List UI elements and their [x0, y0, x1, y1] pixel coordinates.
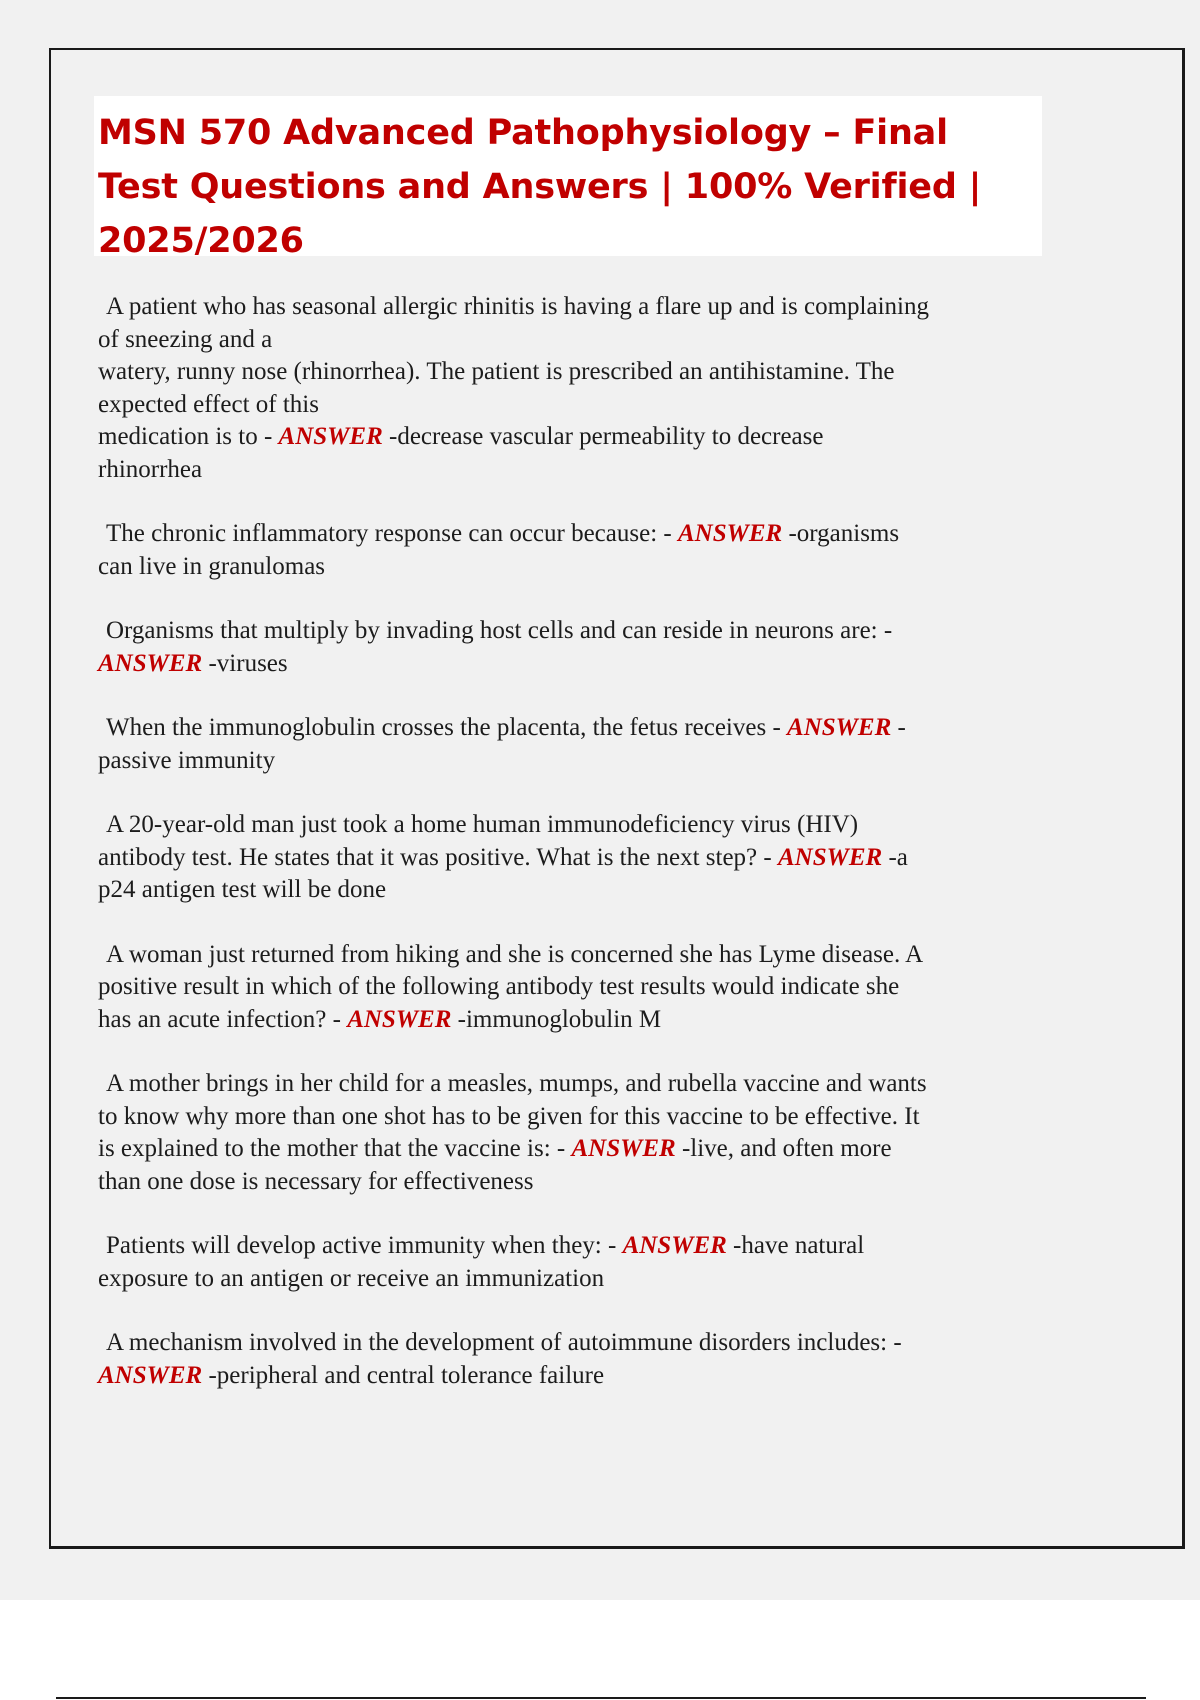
- qa-item: [96, 1230, 1046, 1295]
- title-box: [94, 96, 1042, 261]
- qa-item: [96, 712, 1046, 777]
- question-line: A mother brings in her child for a measles, mumps, and rubella vaccine and wants: [106, 1070, 927, 1097]
- qa-list: [96, 291, 1046, 1424]
- answer-text: -: [897, 714, 906, 741]
- qa-item: [96, 1068, 1046, 1198]
- qa-item: [96, 1327, 1046, 1392]
- answer-marker: ANSWER: [571, 1135, 676, 1162]
- question-line: watery, runny nose (rhinorrhea). The patient is prescribed an antihistamine. The: [98, 358, 895, 385]
- answer-marker: ANSWER: [622, 1232, 727, 1259]
- answer-text: -peripheral and central tolerance failure: [208, 1361, 605, 1389]
- question-line: Organisms that multiply by invading host cells and can reside in neurons are: -: [106, 617, 893, 644]
- answer-marker: ANSWER: [777, 843, 883, 871]
- answer-text: -decrease vascular permeability to decrease: [389, 423, 824, 450]
- answer-text: than one dose is necessary for effectiveness: [98, 1167, 534, 1195]
- question-line: A 20-year-old man just took a home human immunodeficiency virus (HIV): [106, 811, 859, 838]
- question-line: A woman just returned from hiking and she is concerned she has Lyme disease. A: [106, 940, 924, 968]
- question-line: positive result in which of the following antibody test results would indicate she: [98, 973, 900, 1000]
- document-title: MSN 570 Advanced Pathophysiology – Final Test Questions and Answers | 100% Verified | 2025/2026: [98, 113, 982, 261]
- qa-item: [96, 939, 1046, 1037]
- answer-text: -a: [888, 843, 908, 871]
- answer-marker: ANSWER: [98, 649, 203, 677]
- answer-text: -viruses: [208, 649, 288, 677]
- answer-marker: ANSWER: [347, 1005, 452, 1033]
- answer-marker: ANSWER: [677, 520, 783, 547]
- question-line: When the immunoglobulin crosses the placenta, the fetus receives -: [106, 714, 781, 741]
- answer-text: -live, and often more: [681, 1135, 892, 1162]
- question-line: is explained to the mother that the vaccine is: -: [98, 1135, 566, 1162]
- question-line: to know why more than one shot has to be given for this vaccine to be effective. It: [98, 1102, 920, 1130]
- answer-marker: ANSWER: [98, 1361, 203, 1389]
- footer-rule: [56, 1697, 1146, 1699]
- question-line: The chronic inflammatory response can occur because: -: [106, 520, 672, 547]
- qa-item: [96, 518, 1046, 583]
- qa-item: [96, 809, 1046, 907]
- answer-text: passive immunity: [98, 746, 276, 774]
- answer-marker: ANSWER: [278, 423, 383, 450]
- question-line: has an acute infection? -: [98, 1005, 341, 1033]
- answer-text: -organisms: [788, 520, 900, 547]
- answer-text: -immunoglobulin M: [457, 1005, 662, 1033]
- answer-text: rhinorrhea: [98, 455, 203, 483]
- qa-item: [96, 615, 1046, 680]
- qa-item: [96, 291, 1046, 486]
- question-line: A patient who has seasonal allergic rhinitis is having a flare up and is complaining: [106, 293, 929, 320]
- question-line: expected effect of this: [98, 390, 319, 418]
- answer-text: -have natural: [733, 1232, 865, 1259]
- question-line: Patients will develop active immunity when they: -: [106, 1232, 617, 1259]
- question-line: A mechanism involved in the development of autoimmune disorders includes: -: [106, 1329, 902, 1356]
- answer-text: exposure to an antigen or receive an immunization: [98, 1264, 605, 1292]
- answer-text: can live in granulomas: [98, 552, 326, 580]
- question-line: medication is to -: [98, 423, 273, 450]
- question-line: of sneezing and a: [98, 325, 273, 353]
- question-line: antibody test. He states that it was positive. What is the next step? -: [98, 843, 772, 871]
- answer-text: p24 antigen test will be done: [98, 876, 387, 903]
- answer-marker: ANSWER: [787, 714, 892, 741]
